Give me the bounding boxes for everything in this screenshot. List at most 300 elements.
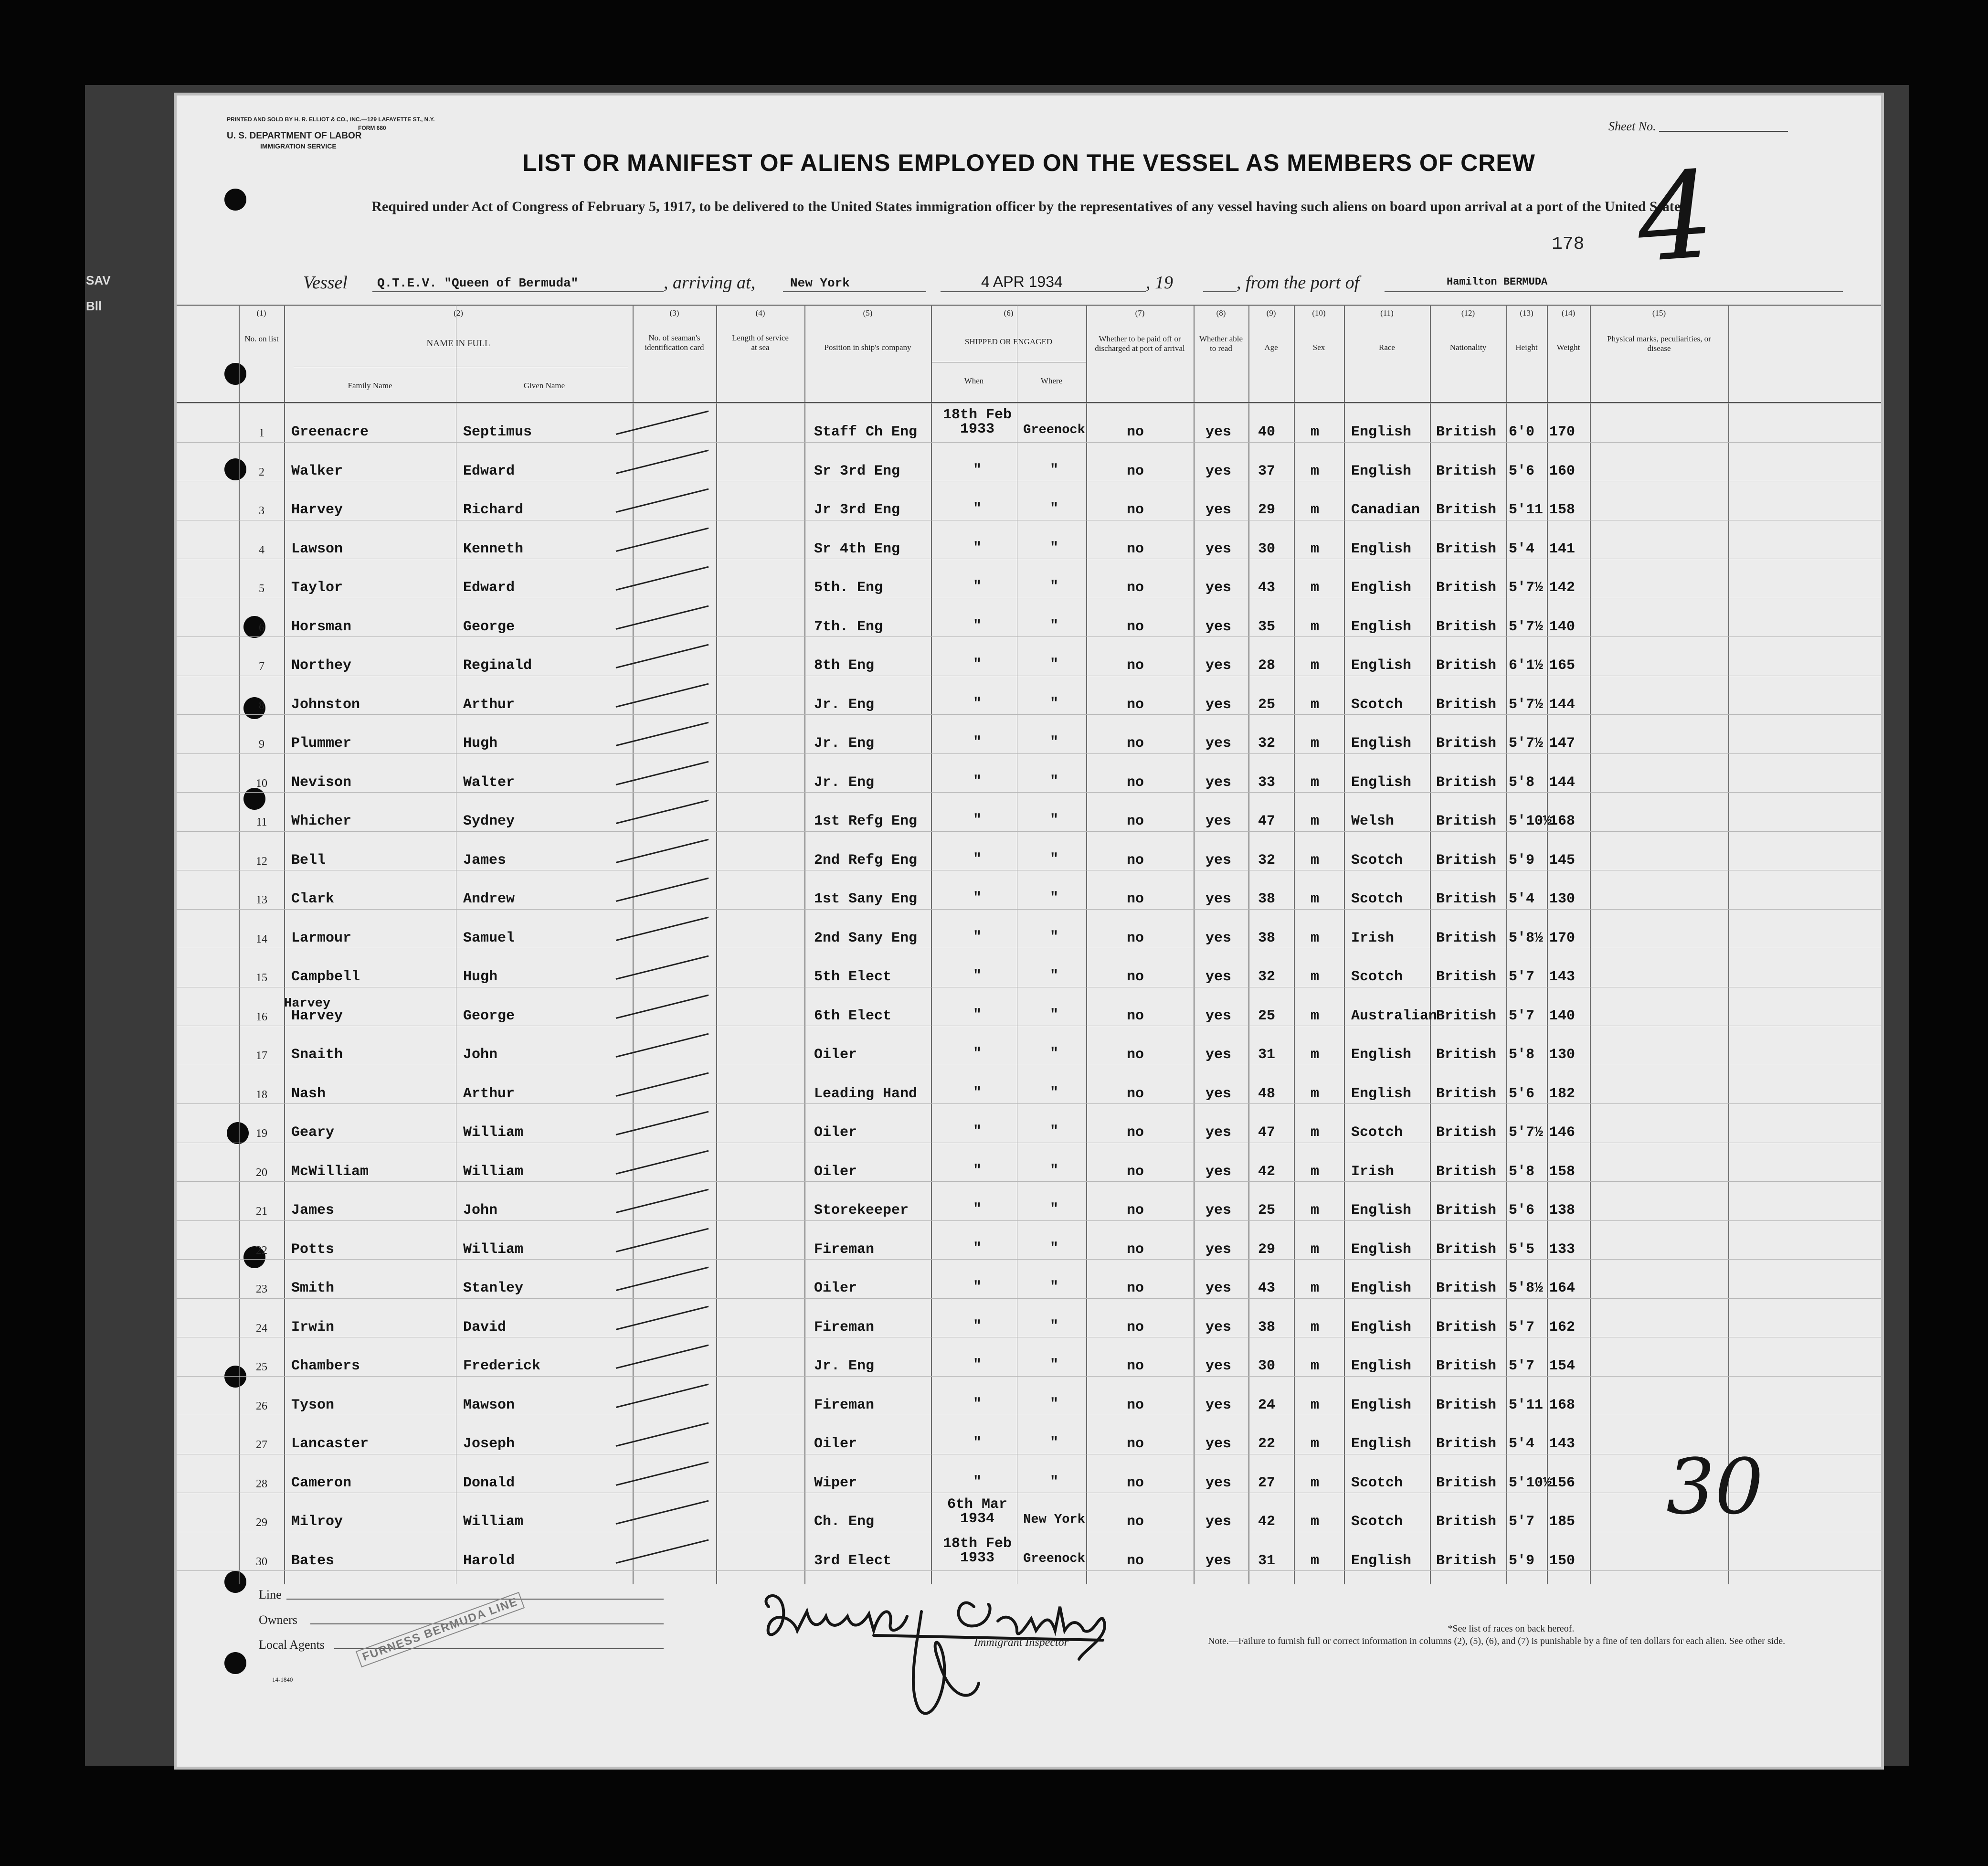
header-height: Height [1515, 343, 1538, 352]
arriving-underline [783, 291, 926, 292]
age-cell: 33 [1258, 774, 1276, 791]
shipped-when-cell: " [973, 1124, 982, 1140]
age-cell: 37 [1258, 463, 1276, 479]
position-cell: 1st Refg Eng [814, 813, 918, 829]
weight-cell: 147 [1549, 735, 1576, 752]
weight-cell: 141 [1549, 541, 1576, 557]
race-cell: Australian [1351, 1007, 1438, 1024]
race-cell: English [1351, 1397, 1412, 1413]
shipped-where-cell: " [1049, 1474, 1058, 1490]
position-cell: Oiler [814, 1436, 857, 1452]
row-number-cell: 18 [256, 1088, 267, 1101]
shipped-where-cell: " [1049, 462, 1058, 478]
nationality-cell: British [1436, 1124, 1497, 1141]
nationality-cell: British [1436, 1474, 1497, 1491]
height-cell: 5'9 [1509, 1552, 1535, 1569]
underlying-page-edge: SAV Bll [86, 273, 111, 313]
nationality-cell: British [1436, 735, 1497, 752]
shipped-where-cell: " [1049, 968, 1058, 984]
able-read-cell: yes [1205, 930, 1232, 946]
from-port: Hamilton BERMUDA [1447, 276, 1548, 288]
height-cell: 6'1½ [1509, 657, 1544, 674]
row-number-cell: 16 [256, 1010, 267, 1023]
nationality-cell: British [1436, 1007, 1497, 1024]
position-cell: Fireman [814, 1397, 875, 1413]
nationality-cell: British [1436, 1241, 1497, 1258]
id-card-slash-mark [616, 1539, 709, 1563]
id-card-slash-mark [616, 1345, 709, 1369]
shipped-where-cell: " [1049, 1084, 1058, 1101]
id-card-slash-mark [616, 722, 709, 746]
shipped-where-cell: " [1049, 929, 1058, 945]
paid-off-cell: no [1127, 580, 1144, 596]
paid-off-cell: no [1127, 891, 1144, 907]
shipped-when-cell: " [973, 1084, 982, 1101]
header-sex: Sex [1312, 343, 1325, 352]
form-code: 14-1840 [272, 1676, 293, 1683]
weight-cell: 168 [1549, 813, 1576, 829]
sex-cell: m [1311, 1397, 1320, 1413]
family-name-cell: Lawson [291, 541, 343, 557]
weight-cell: 133 [1549, 1241, 1576, 1258]
id-card-slash-mark [616, 761, 709, 785]
position-cell: Oiler [814, 1047, 857, 1063]
nationality-cell: British [1436, 891, 1497, 907]
id-card-slash-mark [616, 878, 709, 902]
race-cell: Scotch [1351, 1514, 1403, 1530]
id-card-slash-mark [616, 411, 709, 435]
family-name-cell: Harvey [291, 502, 343, 518]
row-number-cell: 1 [259, 427, 264, 439]
nationality-cell: British [1436, 1163, 1497, 1180]
family-name-cell: Walker [291, 463, 343, 479]
able-read-cell: yes [1205, 1202, 1232, 1219]
shipped-when-cell: " [973, 890, 982, 906]
header-weight: Weight [1556, 343, 1580, 352]
family-name-cell: Tyson [291, 1397, 335, 1413]
weight-cell: 154 [1549, 1358, 1576, 1374]
shipped-where-cell: " [1049, 501, 1058, 517]
sex-cell: m [1311, 580, 1320, 596]
col-num-10: (10) [1312, 308, 1326, 318]
race-cell: Irish [1351, 1163, 1395, 1180]
header-paid-off: Whether to be paid off or discharged at port of arrival [1095, 334, 1185, 353]
nationality-cell: British [1436, 1319, 1497, 1336]
shipped-when-cell: " [973, 1046, 982, 1062]
races-note: *See list of races on back hereof. [1448, 1623, 1575, 1634]
given-name-cell: Reginald [463, 657, 532, 674]
sex-cell: m [1311, 424, 1320, 440]
sex-cell: m [1311, 1241, 1320, 1258]
row-number-cell: 22 [256, 1244, 267, 1257]
year-label: , 19 [1146, 273, 1173, 293]
nationality-cell: British [1436, 1202, 1497, 1219]
height-cell: 5'5 [1509, 1241, 1535, 1258]
height-cell: 5'10½ [1509, 813, 1552, 829]
height-cell: 5'4 [1509, 541, 1535, 557]
race-cell: English [1351, 1436, 1412, 1452]
able-read-cell: yes [1205, 463, 1232, 479]
age-cell: 38 [1258, 1319, 1276, 1336]
able-read-cell: yes [1205, 618, 1232, 635]
shipped-where-cell: New York [1023, 1513, 1085, 1527]
able-read-cell: yes [1205, 580, 1232, 596]
age-cell: 25 [1258, 1007, 1276, 1024]
id-card-slash-mark [616, 994, 709, 1018]
id-card-slash-mark [616, 1267, 709, 1291]
height-cell: 5'11 [1509, 502, 1544, 518]
family-name-cell: James [291, 1202, 335, 1219]
able-read-cell: yes [1205, 969, 1232, 985]
shipped-when-cell: 6th Mar 1934 [947, 1496, 1008, 1527]
handwritten-tally: 30 [1666, 1442, 1764, 1531]
header-where: Where [1040, 376, 1063, 385]
row-number-cell: 26 [256, 1400, 267, 1412]
shipped-when-cell: " [973, 501, 982, 517]
height-cell: 5'6 [1509, 463, 1535, 479]
height-cell: 5'7½ [1509, 1124, 1544, 1141]
paid-off-cell: no [1127, 735, 1144, 752]
shipped-when-cell: " [973, 1007, 982, 1023]
shipped-when-cell: " [973, 579, 982, 595]
sheet-number-label: Sheet No. [1608, 119, 1656, 133]
race-cell: English [1351, 424, 1412, 440]
age-cell: 38 [1258, 891, 1276, 907]
shipped-when-cell: " [973, 734, 982, 751]
shipped-where-cell: " [1049, 1357, 1058, 1373]
shipped-when-cell: " [973, 968, 982, 984]
shipped-where-cell: " [1049, 773, 1058, 790]
able-read-cell: yes [1205, 1007, 1232, 1024]
sex-cell: m [1311, 1436, 1320, 1452]
shipped-when-cell: " [973, 540, 982, 556]
weight-cell: 144 [1549, 774, 1576, 791]
age-cell: 32 [1258, 735, 1276, 752]
row-number-cell: 17 [256, 1050, 267, 1062]
able-read-cell: yes [1205, 1358, 1232, 1374]
given-name-cell: Kenneth [463, 541, 524, 557]
nationality-cell: British [1436, 774, 1497, 791]
age-cell: 47 [1258, 1124, 1276, 1141]
given-name-cell: Edward [463, 580, 515, 596]
sex-cell: m [1311, 1007, 1320, 1024]
age-cell: 42 [1258, 1163, 1276, 1180]
weight-cell: 158 [1549, 1163, 1576, 1180]
sex-cell: m [1311, 930, 1320, 946]
given-name-cell: Donald [463, 1474, 515, 1491]
family-name-cell: Smith [291, 1280, 335, 1296]
shipped-where-cell: " [1049, 890, 1058, 906]
age-cell: 38 [1258, 930, 1276, 946]
height-cell: 6'0 [1509, 424, 1535, 440]
nationality-cell: British [1436, 1552, 1497, 1569]
row-number-cell: 19 [256, 1127, 267, 1140]
shipped-when-cell: " [973, 657, 982, 673]
id-card-slash-mark [616, 838, 709, 863]
row-number-cell: 12 [256, 855, 267, 868]
shipped-where-cell: " [1049, 657, 1058, 673]
given-name-cell: William [463, 1514, 524, 1530]
height-cell: 5'7½ [1509, 580, 1544, 596]
height-cell: 5'7½ [1509, 618, 1544, 635]
shipped-when-cell: " [973, 462, 982, 478]
row-number-cell: 10 [256, 777, 267, 790]
age-cell: 25 [1258, 1202, 1276, 1219]
header-nationality: Nationality [1449, 343, 1487, 352]
paid-off-cell: no [1127, 1124, 1144, 1141]
weight-cell: 144 [1549, 696, 1576, 713]
nationality-cell: British [1436, 463, 1497, 479]
sex-cell: m [1311, 1514, 1320, 1530]
race-cell: English [1351, 541, 1412, 557]
position-cell: 2nd Refg Eng [814, 852, 918, 869]
id-card-slash-mark [616, 605, 709, 629]
col-num-13: (13) [1520, 308, 1533, 318]
position-cell: Jr. Eng [814, 1358, 875, 1374]
given-name-cell: Samuel [463, 930, 515, 946]
race-cell: English [1351, 1552, 1412, 1569]
age-cell: 40 [1258, 424, 1276, 440]
family-name-cell: Larmour [291, 930, 352, 946]
row-number-cell: 5 [259, 583, 264, 595]
race-cell: Irish [1351, 930, 1395, 946]
paid-off-cell: no [1127, 1436, 1144, 1452]
family-name-cell: Lancaster [291, 1436, 369, 1452]
id-card-slash-mark [616, 566, 709, 591]
row-number-cell: 29 [256, 1516, 267, 1529]
sex-cell: m [1311, 1319, 1320, 1336]
position-cell: 7th. Eng [814, 618, 883, 635]
page-subtitle: Required under Act of Congress of February 5, 1917, to be delivered to the United States immigration officer by the representatives of any vessel having such aliens on board upon arrival at a port of the United States [371, 199, 1686, 214]
weight-cell: 143 [1549, 969, 1576, 985]
vessel-label: Vessel [303, 273, 348, 293]
age-cell: 29 [1258, 1241, 1276, 1258]
race-cell: Canadian [1351, 502, 1420, 518]
vessel-name: Q.T.E.V. "Queen of Bermuda" [377, 276, 579, 290]
weight-cell: 143 [1549, 1436, 1576, 1452]
race-cell: English [1351, 1047, 1412, 1063]
race-cell: Scotch [1351, 852, 1403, 869]
able-read-cell: yes [1205, 1163, 1232, 1180]
weight-cell: 160 [1549, 463, 1576, 479]
id-card-slash-mark [616, 1072, 709, 1096]
weight-cell: 145 [1549, 852, 1576, 869]
able-read-cell: yes [1205, 1552, 1232, 1569]
family-name-cell: Nevison [291, 774, 352, 791]
age-cell: 25 [1258, 696, 1276, 713]
height-cell: 5'11 [1509, 1397, 1544, 1413]
paid-off-cell: no [1127, 1514, 1144, 1530]
nationality-cell: British [1436, 813, 1497, 829]
given-name-cell: Richard [463, 502, 524, 518]
paid-off-cell: no [1127, 1474, 1144, 1491]
position-cell: Jr. Eng [814, 696, 875, 713]
family-name-cell: Horsman [291, 618, 352, 635]
able-read-cell: yes [1205, 774, 1232, 791]
age-cell: 27 [1258, 1474, 1276, 1491]
year-underline [1203, 291, 1237, 292]
given-name-cell: Walter [463, 774, 515, 791]
paid-off-cell: no [1127, 1280, 1144, 1296]
shipped-when-cell: " [973, 1435, 982, 1451]
shipped-when-cell: " [973, 1201, 982, 1218]
shipped-when-cell: " [973, 1162, 982, 1179]
able-read-cell: yes [1205, 541, 1232, 557]
age-cell: 30 [1258, 541, 1276, 557]
nationality-cell: British [1436, 541, 1497, 557]
weight-cell: 140 [1549, 1007, 1576, 1024]
shipped-when-cell: " [973, 1279, 982, 1295]
race-cell: English [1351, 1202, 1412, 1219]
position-cell: 6th Elect [814, 1007, 892, 1024]
shipped-where-cell: Greenock [1023, 1551, 1085, 1566]
given-name-cell: Hugh [463, 735, 498, 752]
family-name-cell: Potts [291, 1241, 335, 1258]
height-cell: 5'8 [1509, 774, 1535, 791]
height-cell: 5'7 [1509, 969, 1535, 985]
row-number-cell: 30 [256, 1555, 267, 1568]
height-cell: 5'10½ [1509, 1474, 1552, 1491]
age-cell: 31 [1258, 1552, 1276, 1569]
paid-off-cell: no [1127, 852, 1144, 869]
shipped-when-cell: " [973, 812, 982, 828]
nationality-cell: British [1436, 1397, 1497, 1413]
weight-cell: 164 [1549, 1280, 1576, 1296]
height-cell: 5'6 [1509, 1202, 1535, 1219]
col-num-3: (3) [669, 308, 679, 318]
height-cell: 5'4 [1509, 1436, 1535, 1452]
row-number-cell: 25 [256, 1361, 267, 1373]
shipped-when-cell: " [973, 1396, 982, 1412]
race-cell: Scotch [1351, 969, 1403, 985]
height-cell: 5'7 [1509, 1358, 1535, 1374]
header-name-in-full: NAME IN FULL [426, 339, 490, 349]
weight-cell: 162 [1549, 1319, 1576, 1336]
given-name-cell: Joseph [463, 1436, 515, 1452]
id-card-slash-mark [616, 800, 709, 824]
family-name-cell: Milroy [291, 1514, 343, 1530]
stamped-number: 178 [1552, 234, 1585, 254]
paid-off-cell: no [1127, 618, 1144, 635]
row-number-cell: 21 [256, 1205, 267, 1218]
given-name-cell: William [463, 1241, 524, 1258]
shipped-when-cell: " [973, 929, 982, 945]
family-name-cell: Greenacre [291, 424, 369, 440]
weight-cell: 170 [1549, 424, 1576, 440]
age-cell: 31 [1258, 1047, 1276, 1063]
row-number-cell: 11 [256, 816, 267, 828]
given-name-cell: William [463, 1124, 524, 1141]
paid-off-cell: no [1127, 541, 1144, 557]
col-num-7: (7) [1135, 308, 1145, 318]
shipped-where-cell: " [1049, 1201, 1058, 1218]
paid-off-cell: no [1127, 1241, 1144, 1258]
id-card-slash-mark [616, 1461, 709, 1485]
shipped-where-cell: " [1049, 617, 1058, 634]
shipped-when-cell: " [973, 1357, 982, 1373]
given-name-cell: Harold [463, 1552, 515, 1569]
paid-off-cell: no [1127, 774, 1144, 791]
height-cell: 5'8 [1509, 1163, 1535, 1180]
weight-cell: 150 [1549, 1552, 1576, 1569]
sex-cell: m [1311, 1358, 1320, 1374]
position-cell: 2nd Sany Eng [814, 930, 918, 946]
height-cell: 5'7½ [1509, 735, 1544, 752]
age-cell: 48 [1258, 1085, 1276, 1102]
id-card-slash-mark [616, 449, 709, 474]
sex-cell: m [1311, 657, 1320, 674]
punch-hole [224, 189, 246, 211]
sex-cell: m [1311, 1474, 1320, 1491]
family-name-cell: Bell [291, 852, 326, 869]
able-read-cell: yes [1205, 891, 1232, 907]
row-number-cell: 6 [259, 621, 264, 634]
weight-cell: 168 [1549, 1397, 1576, 1413]
weight-cell: 182 [1549, 1085, 1576, 1102]
race-cell: English [1351, 1319, 1412, 1336]
shipped-where-cell: " [1049, 812, 1058, 828]
row-number-cell: 3 [259, 505, 264, 517]
shipped-where-cell: " [1049, 1396, 1058, 1412]
nationality-cell: British [1436, 424, 1497, 440]
sex-cell: m [1311, 1085, 1320, 1102]
given-name-cell: Andrew [463, 891, 515, 907]
vessel-underline [372, 291, 664, 292]
height-cell: 5'8½ [1509, 1280, 1544, 1296]
sex-cell: m [1311, 1047, 1320, 1063]
race-cell: English [1351, 1241, 1412, 1258]
id-card-slash-mark [616, 1111, 709, 1135]
shipped-where-cell: " [1049, 1318, 1058, 1335]
header-race: Race [1379, 343, 1395, 352]
position-cell: Oiler [814, 1163, 857, 1180]
age-cell: 32 [1258, 969, 1276, 985]
height-cell: 5'9 [1509, 852, 1535, 869]
id-card-slash-mark [616, 527, 709, 551]
sex-cell: m [1311, 852, 1320, 869]
col-num-1: (1) [256, 308, 266, 318]
age-cell: 22 [1258, 1436, 1276, 1452]
id-card-slash-mark [616, 1500, 709, 1525]
race-cell: English [1351, 618, 1412, 635]
weight-cell: 130 [1549, 1047, 1576, 1063]
row-number-cell: 23 [256, 1283, 267, 1295]
paid-off-cell: no [1127, 1007, 1144, 1024]
id-card-slash-mark [616, 683, 709, 707]
sex-cell: m [1311, 813, 1320, 829]
position-cell: 3rd Elect [814, 1552, 892, 1569]
paid-off-cell: no [1127, 1085, 1144, 1102]
nationality-cell: British [1436, 657, 1497, 674]
shipped-when-cell: 18th Feb 1933 [942, 1535, 1012, 1566]
footer-line-label: Line [259, 1588, 282, 1601]
sex-cell: m [1311, 1552, 1320, 1569]
sex-cell: m [1311, 774, 1320, 791]
nationality-cell: British [1436, 930, 1497, 946]
id-card-slash-mark [616, 1150, 709, 1174]
row-number-cell: 20 [256, 1166, 267, 1179]
shipped-where-cell: " [1049, 1435, 1058, 1451]
height-cell: 5'8½ [1509, 930, 1544, 946]
given-name-cell: Frederick [463, 1358, 541, 1374]
family-name-cell: Campbell [291, 969, 360, 985]
position-cell: Wiper [814, 1474, 857, 1491]
col-num-8: (8) [1216, 308, 1226, 318]
position-cell: Oiler [814, 1124, 857, 1141]
weight-cell: 140 [1549, 618, 1576, 635]
paid-off-cell: no [1127, 1202, 1144, 1219]
position-cell: 1st Sany Eng [814, 891, 918, 907]
